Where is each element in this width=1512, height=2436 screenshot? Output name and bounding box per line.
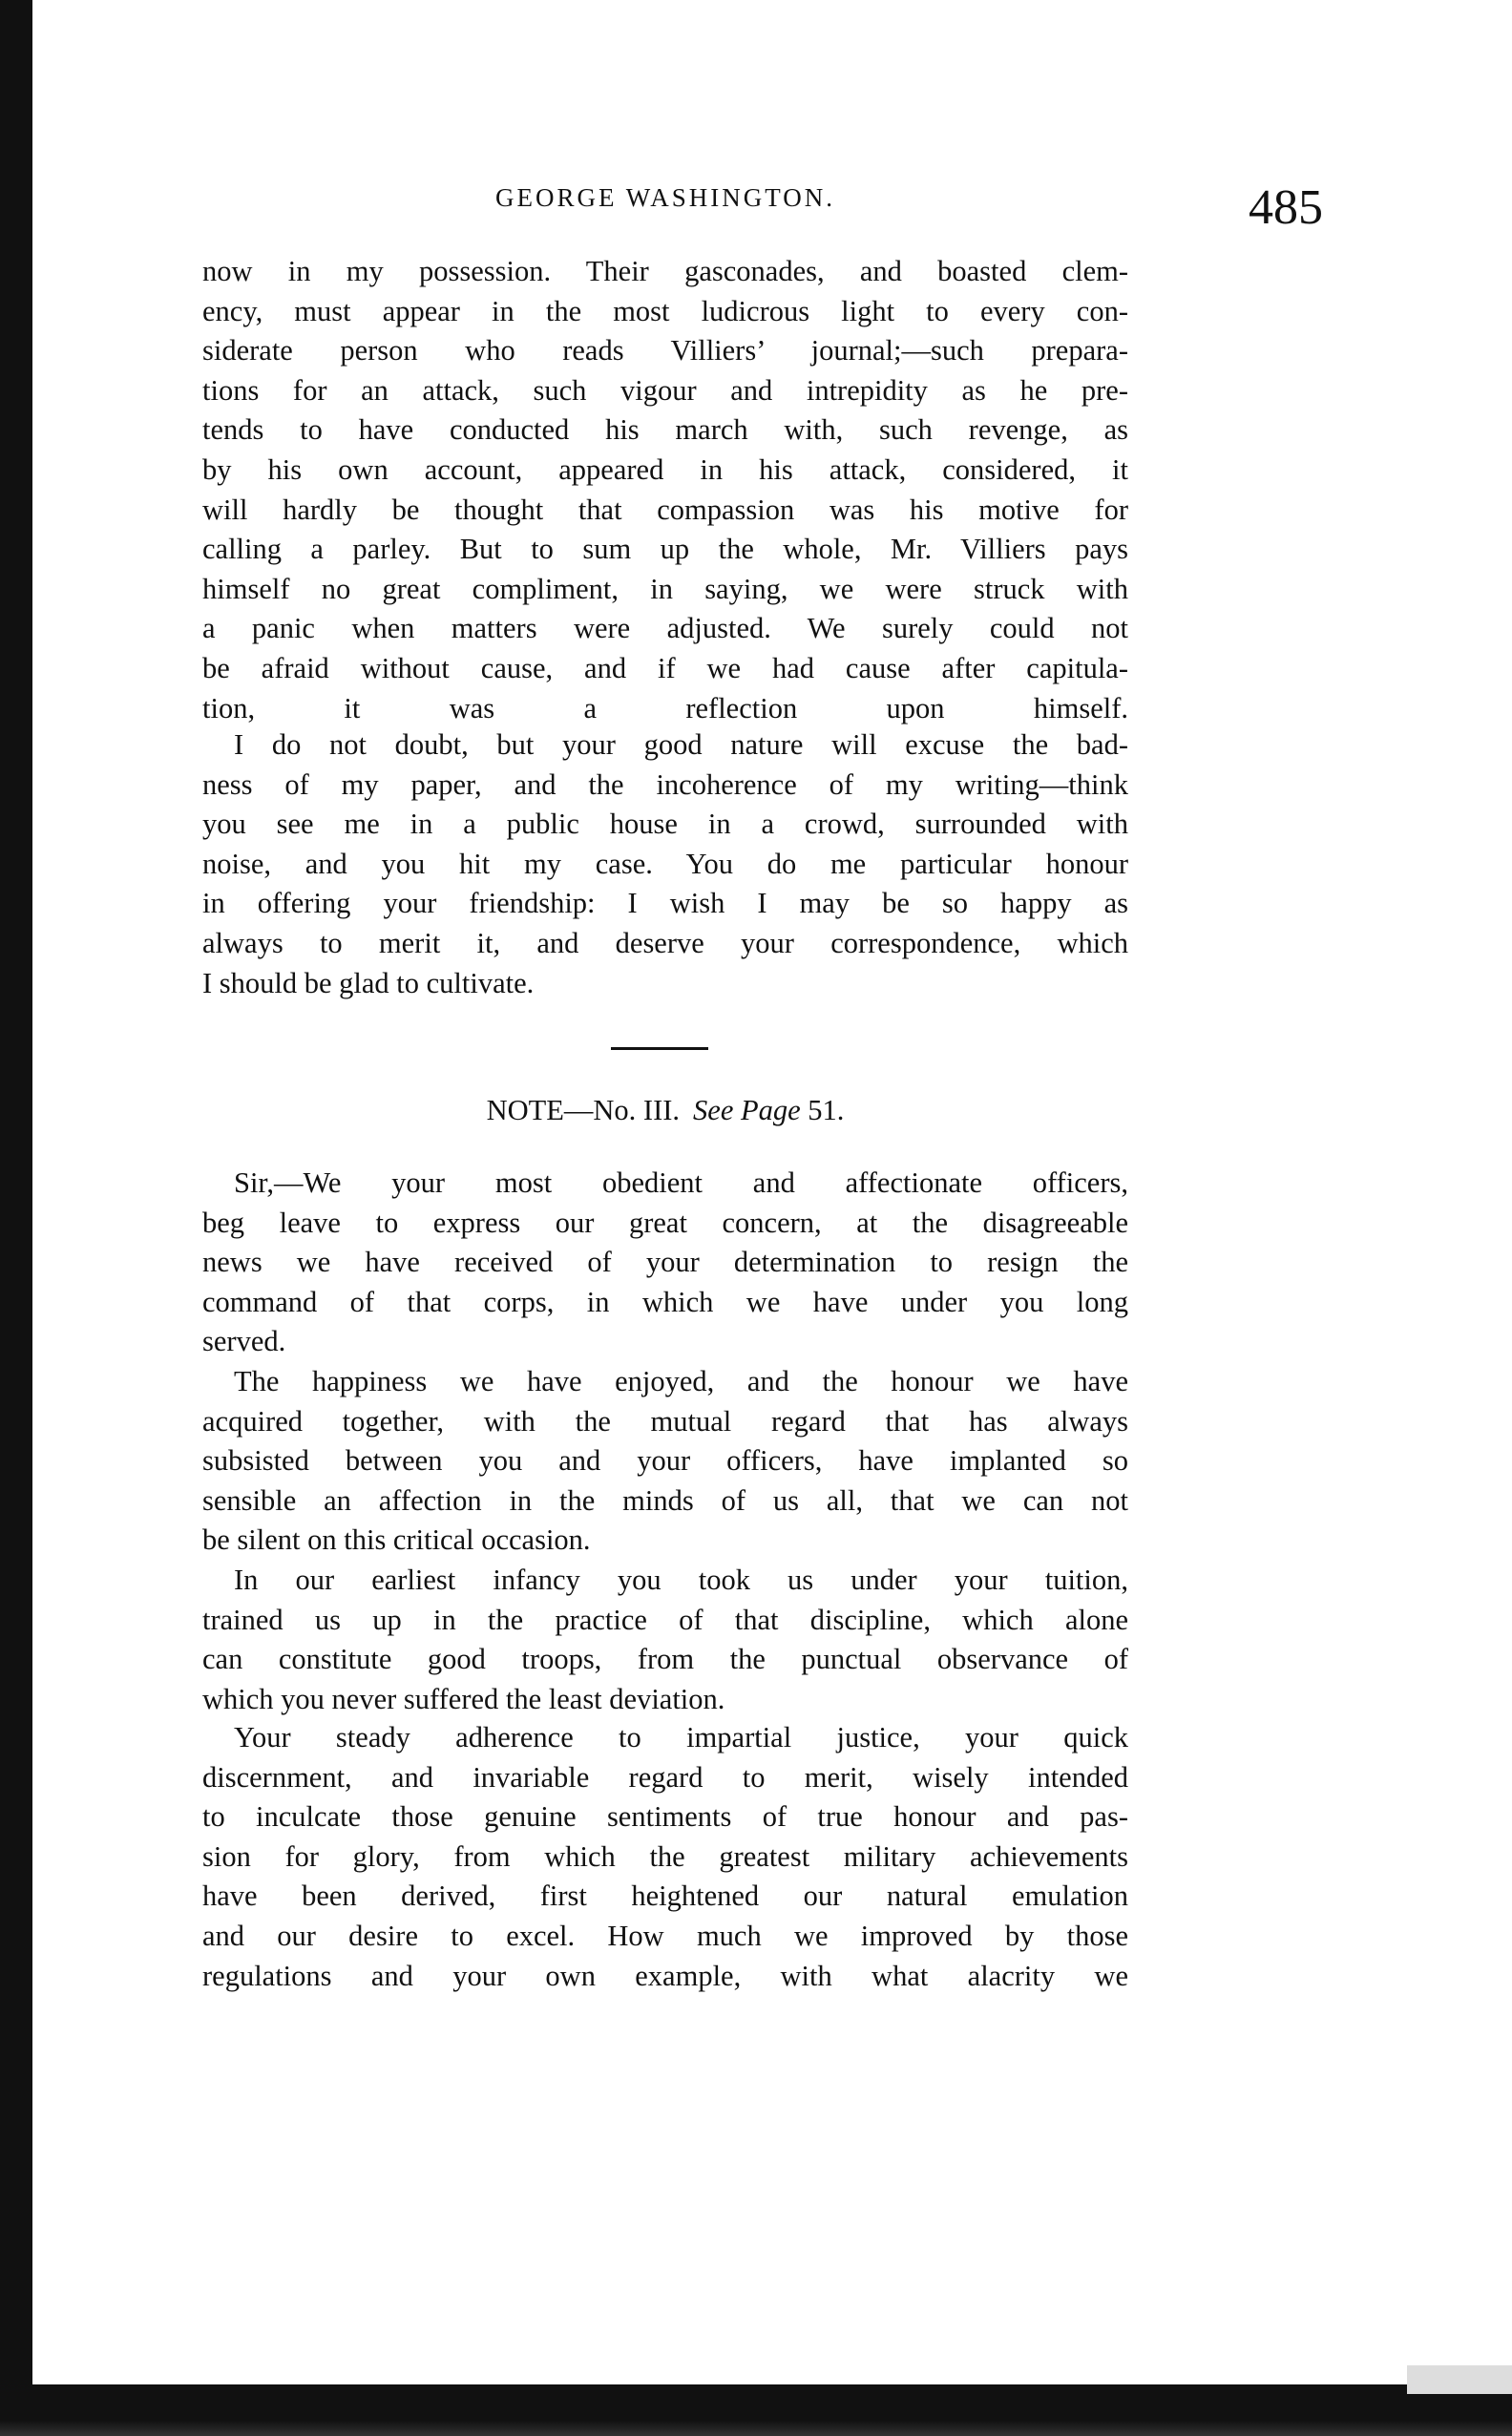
text-line: Sir,—We your most obedient and affectionate officers,: [234, 1166, 1128, 1199]
text-line: trained us up in the practice of that discipline, which alone: [202, 1603, 1128, 1636]
text-line: will hardly be thought that compassion was his motive for: [202, 493, 1128, 526]
text-line: sion for glory, from which the greatest military achievements: [202, 1839, 1128, 1873]
running-title: GEORGE WASHINGTON.: [495, 183, 835, 212]
page-number: 485: [1249, 180, 1323, 235]
text-line: news we have received of your determination to resign the: [202, 1246, 1128, 1279]
text-line: now in my possession. Their gasconades, and boasted clem-: [202, 255, 1128, 287]
text-line: always to merit it, and deserve your correspondence, which: [202, 926, 1128, 959]
text-line: discernment, and invariable regard to merit, wisely intended: [202, 1760, 1128, 1794]
text-line: tion, it was a reflection upon himself.: [202, 691, 1128, 724]
text-line: in offering your friendship: I wish I may be so happy as: [202, 887, 1128, 920]
text-line: by his own account, appeared in his attack, considered, it: [202, 452, 1128, 486]
text-line: a panic when matters were adjusted. We surely could not: [202, 612, 1128, 645]
text-line: The happiness we have enjoyed, and the honour we have: [234, 1365, 1128, 1397]
text-line: can constitute good troops, from the punctual observance of: [202, 1643, 1128, 1676]
text-line: which you never suffered the least deviation.: [202, 1682, 725, 1715]
text-line: be afraid without cause, and if we had cause after capitula-: [202, 651, 1128, 684]
paragraph: [202, 725, 1128, 1003]
text-line: ency, must appear in the most ludicrous light to every con-: [202, 294, 1128, 327]
text-line: acquired together, with the mutual regard that has always: [202, 1404, 1128, 1438]
paragraph: [202, 1561, 1128, 1719]
text-line: have been derived, first heightened our natural emulation: [202, 1880, 1128, 1913]
section-divider: [611, 1047, 708, 1050]
scan-edge-left: [0, 0, 32, 2396]
text-line: command of that corps, in which we have under you long: [202, 1285, 1128, 1318]
text-line: Your steady adherence to impartial justice, your quick: [234, 1721, 1128, 1754]
text-line: tends to have conducted his march with, such revenge, as: [202, 413, 1128, 447]
text-line: subsisted between you and your officers, have implanted so: [202, 1444, 1128, 1478]
text-line: ness of my paper, and the incoherence of my writing—think: [202, 767, 1128, 801]
note-reference: See Page: [693, 1094, 801, 1126]
text-line: siderate person who reads Villiers’ journal;—such prepara-: [202, 334, 1128, 368]
text-line: himself no great compliment, in saying, we were struck with: [202, 572, 1128, 605]
text-line: you see me in a public house in a crowd, surrounded with: [202, 808, 1128, 841]
text-line: I do not doubt, but your good nature will excuse the bad-: [234, 728, 1128, 761]
scan-edge-bottom: [0, 2384, 1512, 2436]
text-line: be silent on this critical occasion.: [202, 1523, 591, 1557]
paragraph: [202, 1718, 1128, 1996]
text-line: beg leave to express our great concern, at the disagreeable: [202, 1206, 1128, 1239]
text-line: sensible an affection in the minds of us all, that we can not: [202, 1483, 1128, 1517]
paragraph: [202, 252, 1128, 728]
text-line: noise, and you hit my case. You do me particular honour: [202, 847, 1128, 880]
text-line: and our desire to excel. How much we improved by those: [202, 1919, 1128, 1952]
text-line: to inculcate those genuine sentiments of true honour and pas-: [202, 1800, 1128, 1834]
text-line: tions for an attack, such vigour and intrepidity as he pre-: [202, 373, 1128, 407]
text-line: In our earliest infancy you took us under your tuition,: [234, 1564, 1128, 1596]
paragraph: [202, 1362, 1128, 1561]
scan-edge-corner: [1407, 2365, 1512, 2394]
note-page: 51.: [808, 1094, 845, 1126]
text-line: regulations and your own example, with what alacrity we: [202, 1959, 1128, 1992]
note-label: NOTE—No. III.: [486, 1094, 681, 1126]
text-line: I should be glad to cultivate.: [202, 966, 535, 999]
text-line: calling a parley. But to sum up the whole, Mr. Villiers pays: [202, 533, 1128, 566]
note-heading: [202, 1094, 1128, 1127]
paragraph: [202, 1164, 1128, 1362]
text-line: served.: [202, 1325, 286, 1358]
